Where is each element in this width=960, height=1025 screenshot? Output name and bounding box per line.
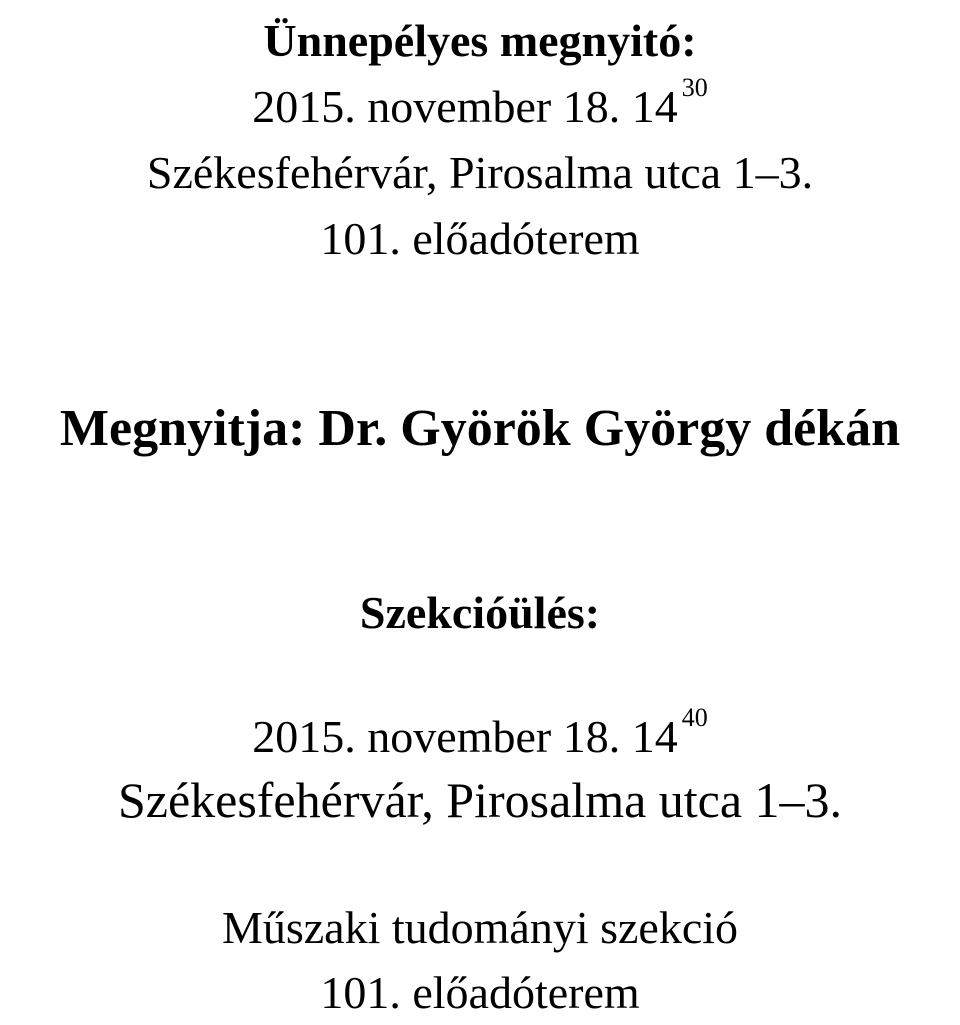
opening-date: 2015. november 18. 14 (252, 81, 678, 132)
opening-time-minutes: 30 (681, 73, 708, 102)
session-date: 2015. november 18. 14 (252, 711, 678, 762)
opening-datetime (0, 73, 960, 132)
session-heading: Szekcióülés: (359, 587, 601, 638)
session-room: 101. előadóterem (320, 967, 640, 1018)
opening-room: 101. előadóterem (320, 213, 640, 264)
opening-heading: Ünnepélyes megnyitó: (263, 15, 697, 66)
opener-line: Megnyitja: Dr. Györök György dékán (59, 400, 901, 457)
session-address: Székesfehérvár, Pirosalma utca 1–3. (117, 772, 843, 828)
session-time-minutes: 40 (681, 703, 708, 732)
session-section-name: Műszaki tudományi szekció (221, 902, 739, 953)
session-datetime (0, 703, 960, 762)
opening-address: Székesfehérvár, Pirosalma utca 1–3. (146, 147, 814, 198)
